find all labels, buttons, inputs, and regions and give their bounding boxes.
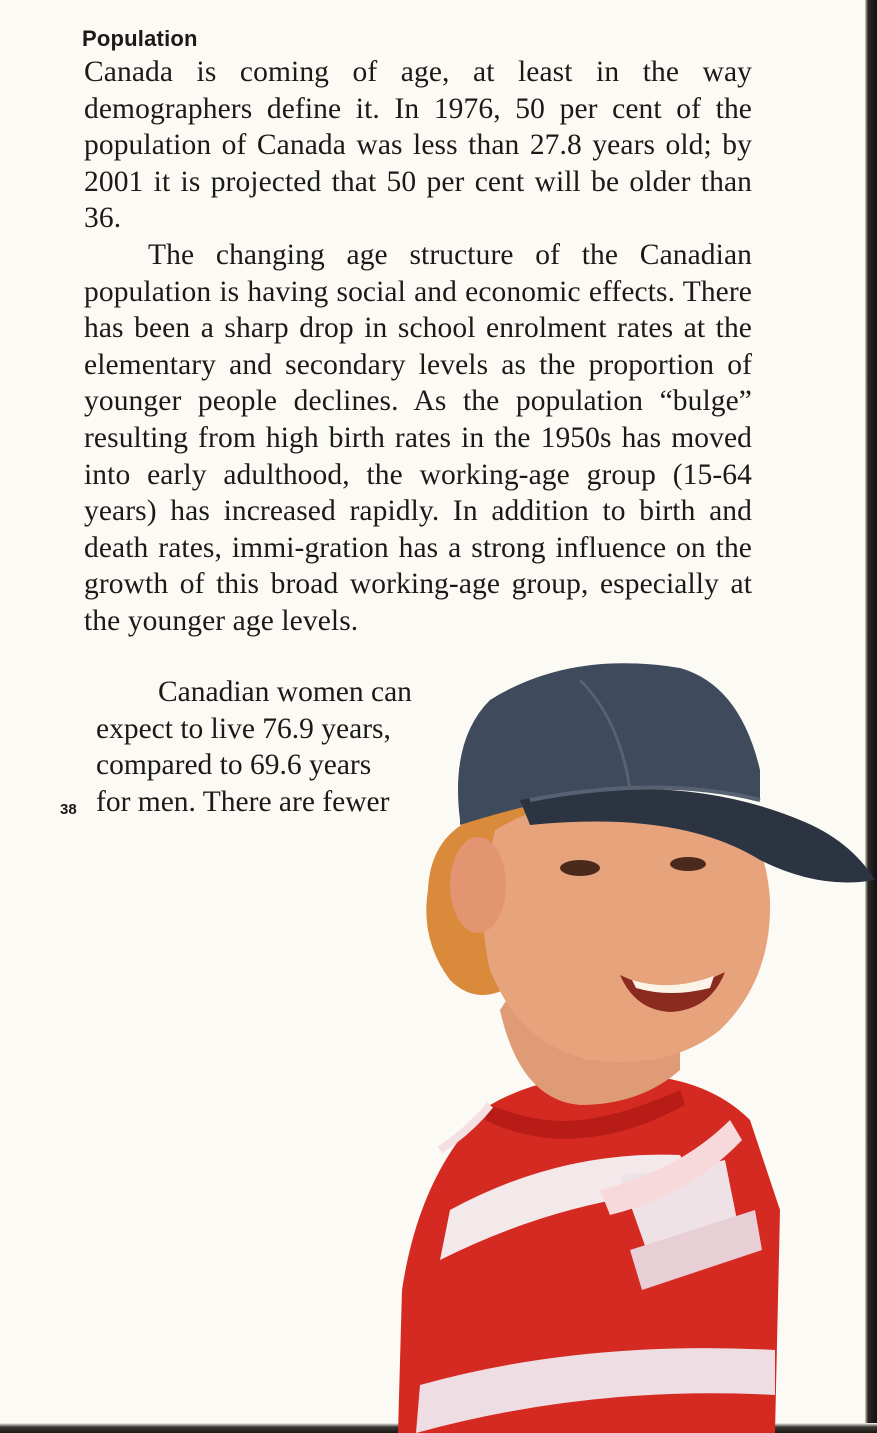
paragraph-age-structure: The changing age structure of the Canadian population is having social and economic effects. There has been a sharp drop in school enrolment rates at the elementary and secondary levels as the proportion of younger people declines. As the population “bulge” resulting from high birth rates in the 1950s has moved into early adulthood, the working-age group (15-64 years) has increased rapidly. In addition to birth and death rates, immi-gration has a strong influence on the growth of this broad working-age group, especially at the younger age levels. xyxy=(84,238,752,637)
left-eye xyxy=(560,860,600,876)
narrow-line: compared to 69.6 years xyxy=(96,749,372,782)
narrow-line: Canadian women can xyxy=(158,676,412,708)
ear xyxy=(450,837,506,933)
paragraph-intro: Canada is coming of age, at least in the way demographers define it. In 1976, 50 per cent of the population of Canada was less than 27.8 years old; by 2001 it is projected that 50 per cent will be older than 36. xyxy=(84,56,752,235)
striped-shirt xyxy=(398,1074,780,1433)
body-text xyxy=(84,54,752,640)
boy-in-cap-photo xyxy=(380,650,877,1433)
section-heading: Population xyxy=(82,26,198,51)
narrow-line: expect to live 76.9 years, xyxy=(96,712,391,745)
page-number: 38 xyxy=(60,801,77,818)
narrow-line: for men. There are fewer xyxy=(96,785,390,818)
right-eye xyxy=(670,857,706,871)
